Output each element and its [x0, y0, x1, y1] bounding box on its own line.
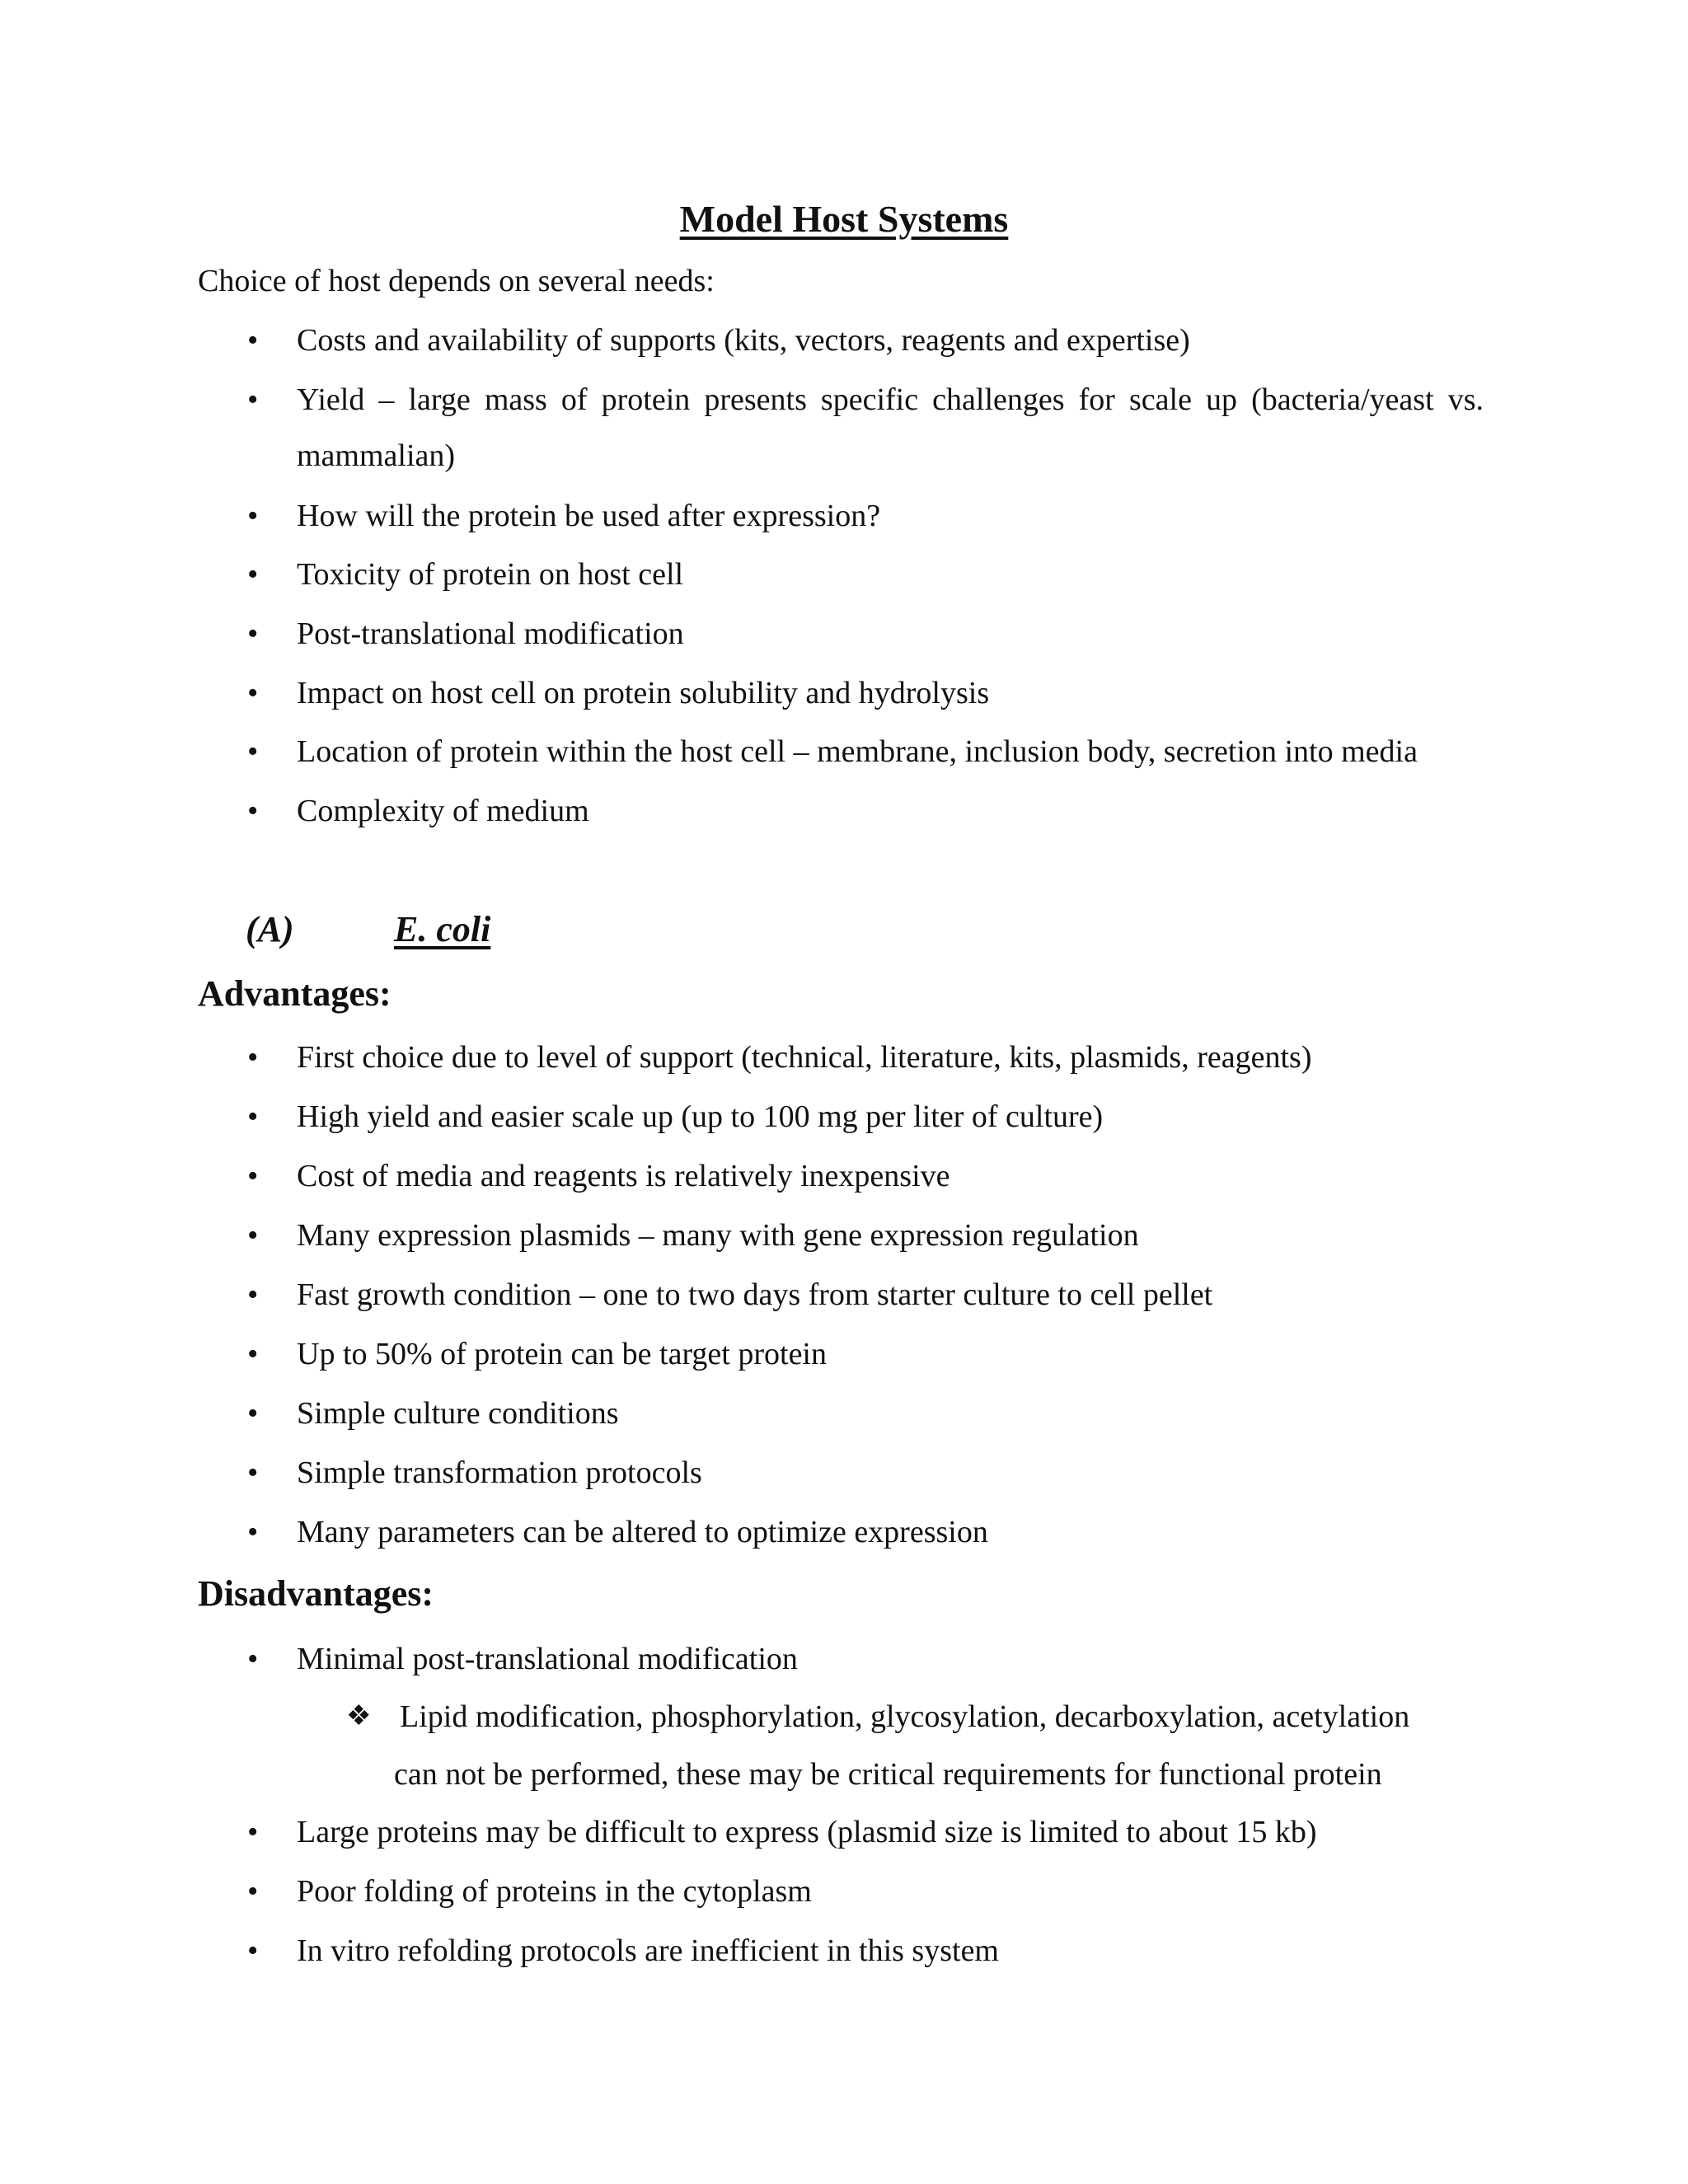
list-item: Costs and availability of supports (kits, vectors, reagents and expertise) — [297, 323, 1190, 358]
list-item: Yield – large mass of protein presents specific challenges for scale up (bacteria/yeast vs. — [297, 382, 1484, 417]
bullet-icon: • — [247, 557, 259, 592]
list-item: In vitro refolding protocols are inefficient in this system — [297, 1933, 999, 1968]
bullet-icon: • — [247, 1159, 259, 1193]
bullet-icon: • — [247, 616, 259, 651]
disadvantages-heading: Disadvantages: — [198, 1573, 434, 1614]
list-item: Minimal post-translational modification — [297, 1642, 798, 1676]
list-item: Many expression plasmids – many with gene expression regulation — [297, 1218, 1139, 1253]
bullet-icon: • — [247, 1455, 259, 1490]
bullet-icon: • — [247, 1277, 259, 1312]
bullet-icon: • — [247, 794, 259, 828]
list-item: High yield and easier scale up (up to 100 mg per liter of culture) — [297, 1099, 1104, 1134]
bullet-icon: • — [247, 1040, 259, 1075]
bullet-icon: • — [247, 1218, 259, 1253]
list-item-continuation: mammalian) — [297, 438, 456, 473]
list-item: Fast growth condition – one to two days from starter culture to cell pellet — [297, 1277, 1213, 1312]
sub-list-item-continuation: can not be performed, these may be critical requirements for functional protein — [394, 1757, 1382, 1792]
bullet-icon: • — [247, 676, 259, 710]
bullet-icon: • — [247, 1337, 259, 1371]
bullet-icon: • — [247, 1099, 259, 1134]
list-item: Post-translational modification — [297, 616, 684, 651]
list-item: Impact on host cell on protein solubility and hydrolysis — [297, 676, 990, 710]
list-item: Many parameters can be altered to optimize expression — [297, 1515, 988, 1549]
list-item: First choice due to level of support (technical, literature, kits, plasmids, reagents) — [297, 1040, 1312, 1075]
bullet-icon: • — [247, 1642, 259, 1676]
list-item: Location of protein within the host cell – membrane, inclusion body, secretion into media — [297, 734, 1418, 769]
bullet-icon: • — [247, 323, 259, 358]
list-item: Cost of media and reagents is relatively inexpensive — [297, 1159, 950, 1193]
list-item: Large proteins may be difficult to express (plasmid size is limited to about 15 kb) — [297, 1815, 1317, 1849]
list-item: Simple transformation protocols — [297, 1455, 702, 1490]
list-item: How will the protein be used after expression? — [297, 499, 881, 533]
list-item: Toxicity of protein on host cell — [297, 557, 684, 592]
diamond-bullet-icon: ❖ — [346, 1701, 372, 1732]
bullet-icon: • — [247, 499, 259, 533]
intro-text: Choice of host depends on several needs: — [198, 264, 715, 298]
page-title: Model Host Systems — [679, 198, 1009, 240]
bullet-icon: • — [247, 1933, 259, 1968]
section-title: E. coli — [394, 909, 491, 949]
bullet-icon: • — [247, 1515, 259, 1549]
bullet-icon: • — [247, 1396, 259, 1431]
bullet-icon: • — [247, 734, 259, 769]
list-item: Complexity of medium — [297, 794, 589, 828]
list-item: Poor folding of proteins in the cytoplasm — [297, 1874, 812, 1909]
bullet-icon: • — [247, 382, 259, 417]
bullet-icon: • — [247, 1815, 259, 1849]
bullet-icon: • — [247, 1874, 259, 1909]
section-marker: (A) — [246, 909, 294, 949]
advantages-heading: Advantages: — [198, 973, 392, 1014]
list-item: Up to 50% of protein can be target protein — [297, 1337, 827, 1371]
sub-list-item: Lipid modification, phosphorylation, glycosylation, decarboxylation, acetylation — [400, 1699, 1410, 1734]
list-item: Simple culture conditions — [297, 1396, 619, 1431]
